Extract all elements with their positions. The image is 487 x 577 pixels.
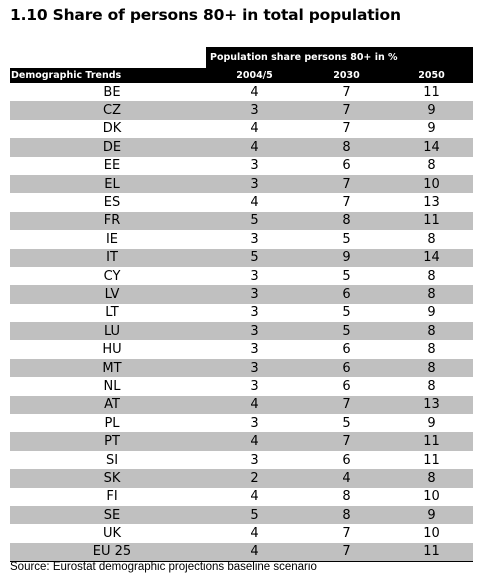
cell-country: LV <box>104 286 120 302</box>
table-row <box>10 432 473 450</box>
cell-2004: 3 <box>250 415 259 431</box>
cell-country: SK <box>103 470 121 486</box>
group-header-row <box>10 47 473 68</box>
cell-2030: 6 <box>342 342 351 358</box>
cell-country: DK <box>102 121 122 137</box>
cell-2004: 3 <box>250 231 259 247</box>
cell-2050: 8 <box>427 158 436 174</box>
cell-2004: 4 <box>250 195 259 211</box>
cell-2004: 2 <box>250 470 259 486</box>
cell-2004: 3 <box>250 305 259 321</box>
cell-country: FR <box>103 213 121 229</box>
cell-2004: 3 <box>250 158 259 174</box>
data-table <box>10 47 473 562</box>
cell-2050: 8 <box>427 231 436 247</box>
cell-2050: 13 <box>423 397 440 413</box>
group-header: Population share persons 80+ in % <box>206 47 473 68</box>
cell-2050: 11 <box>423 84 440 100</box>
cell-2030: 6 <box>342 378 351 394</box>
table-row <box>10 524 473 542</box>
cell-2004: 4 <box>250 139 259 155</box>
cell-2050: 13 <box>423 195 440 211</box>
table-row <box>10 359 473 377</box>
cell-country: LT <box>105 305 119 321</box>
table-row <box>10 322 473 340</box>
cell-country: PL <box>104 415 120 431</box>
cell-country: UK <box>102 526 122 542</box>
table-row <box>10 138 473 156</box>
cell-country: SE <box>103 507 121 523</box>
cell-country: MT <box>102 360 122 376</box>
table-row <box>10 488 473 506</box>
cell-2050: 8 <box>427 323 436 339</box>
table-row <box>10 157 473 175</box>
table-row <box>10 396 473 414</box>
cell-2004: 3 <box>250 342 259 358</box>
cell-2030: 5 <box>342 305 351 321</box>
cell-2030: 8 <box>342 507 351 523</box>
table-row <box>10 230 473 248</box>
cell-2030: 7 <box>342 121 351 137</box>
cell-2004: 3 <box>250 378 259 394</box>
cell-2030: 6 <box>342 452 351 468</box>
cell-2004: 4 <box>250 526 259 542</box>
cell-2030: 8 <box>342 489 351 505</box>
cell-2030: 6 <box>342 158 351 174</box>
cell-country: ES <box>103 195 121 211</box>
cell-country: EE <box>103 158 121 174</box>
cell-country: IT <box>106 250 118 266</box>
cell-country: AT <box>104 397 120 413</box>
cell-2004: 3 <box>250 268 259 284</box>
cell-2030: 7 <box>342 544 351 560</box>
cell-2004: 4 <box>250 121 259 137</box>
cell-country: PT <box>104 434 120 450</box>
cell-2050: 9 <box>427 415 436 431</box>
header-year-2050: 2050 <box>418 70 445 81</box>
cell-2030: 6 <box>342 286 351 302</box>
cell-2050: 11 <box>423 544 440 560</box>
cell-2030: 9 <box>342 250 351 266</box>
cell-2050: 9 <box>427 507 436 523</box>
cell-country: NL <box>103 378 121 394</box>
cell-2004: 3 <box>250 103 259 119</box>
table-row <box>10 377 473 395</box>
table-row <box>10 120 473 138</box>
cell-country: BE <box>103 84 121 100</box>
cell-country: CZ <box>103 103 121 119</box>
cell-2050: 10 <box>423 489 440 505</box>
cell-2030: 7 <box>342 195 351 211</box>
cell-country: LU <box>103 323 121 339</box>
table-row <box>10 285 473 303</box>
cell-country: EU 25 <box>92 544 132 560</box>
table-row <box>10 451 473 469</box>
cell-2030: 7 <box>342 176 351 192</box>
cell-2030: 7 <box>342 103 351 119</box>
cell-2004: 5 <box>250 507 259 523</box>
cell-2004: 3 <box>250 360 259 376</box>
table-row <box>10 193 473 211</box>
table-title: 1.10 Share of persons 80+ in total population <box>10 6 401 24</box>
cell-2004: 5 <box>250 250 259 266</box>
cell-2004: 3 <box>250 452 259 468</box>
cell-2004: 4 <box>250 544 259 560</box>
cell-2050: 9 <box>427 305 436 321</box>
table-row <box>10 175 473 193</box>
cell-country: SI <box>105 452 119 468</box>
header-spacer <box>10 47 206 68</box>
table-row <box>10 506 473 524</box>
cell-2004: 3 <box>250 176 259 192</box>
table-body <box>10 83 473 562</box>
table-row <box>10 212 473 230</box>
cell-country: IE <box>105 231 119 247</box>
cell-2030: 7 <box>342 397 351 413</box>
cell-2030: 6 <box>342 360 351 376</box>
table-row <box>10 414 473 432</box>
table-row <box>10 267 473 285</box>
cell-2030: 7 <box>342 84 351 100</box>
cell-2050: 8 <box>427 378 436 394</box>
table-row <box>10 249 473 267</box>
cell-2050: 8 <box>427 286 436 302</box>
cell-country: CY <box>103 268 121 284</box>
table-row <box>10 304 473 322</box>
cell-2050: 14 <box>423 250 440 266</box>
cell-2004: 5 <box>250 213 259 229</box>
cell-2004: 3 <box>250 323 259 339</box>
cell-2050: 14 <box>423 139 440 155</box>
column-header-row <box>10 68 473 83</box>
table-row <box>10 469 473 487</box>
cell-2004: 4 <box>250 489 259 505</box>
header-year-2004: 2004/5 <box>236 70 273 81</box>
cell-2004: 4 <box>250 434 259 450</box>
cell-2030: 8 <box>342 139 351 155</box>
cell-2050: 10 <box>423 176 440 192</box>
cell-2050: 9 <box>427 121 436 137</box>
cell-2050: 8 <box>427 268 436 284</box>
cell-2030: 7 <box>342 434 351 450</box>
cell-2050: 11 <box>423 452 440 468</box>
table-row <box>10 543 473 561</box>
cell-2050: 9 <box>427 103 436 119</box>
table-row <box>10 340 473 358</box>
cell-2030: 8 <box>342 213 351 229</box>
cell-country: HU <box>102 342 122 358</box>
cell-2030: 5 <box>342 323 351 339</box>
cell-2004: 4 <box>250 397 259 413</box>
cell-country: FI <box>106 489 118 505</box>
cell-2050: 8 <box>427 470 436 486</box>
cell-2050: 8 <box>427 342 436 358</box>
cell-country: EL <box>104 176 120 192</box>
table-row <box>10 83 473 101</box>
cell-2030: 7 <box>342 526 351 542</box>
cell-2050: 10 <box>423 526 440 542</box>
cell-2050: 11 <box>423 213 440 229</box>
cell-2030: 4 <box>342 470 351 486</box>
cell-2050: 8 <box>427 360 436 376</box>
source-note: Source: Eurostat demographic projections baseline scenario <box>10 561 317 573</box>
cell-country: DE <box>102 139 122 155</box>
cell-2030: 5 <box>342 268 351 284</box>
cell-2050: 11 <box>423 434 440 450</box>
cell-2004: 4 <box>250 84 259 100</box>
header-year-2030: 2030 <box>333 70 360 81</box>
header-demographic-trends: Demographic Trends <box>11 70 122 81</box>
table-row <box>10 101 473 119</box>
cell-2030: 5 <box>342 231 351 247</box>
cell-2004: 3 <box>250 286 259 302</box>
cell-2030: 5 <box>342 415 351 431</box>
